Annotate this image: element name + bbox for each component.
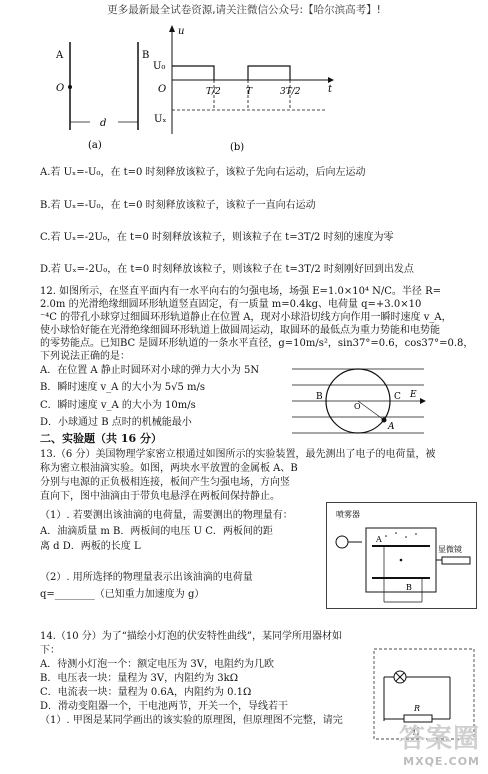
figure-13 [326,502,486,610]
option-11d: D.若 Uₓ=-2U₀，在 t=0 时刻释放该粒子，则该粒子在 t=3T/2 时刻刚好回到出发点 [40,264,414,275]
option-11b: B.若 Uₓ=-U₀，在 t=0 时刻释放该粒子，该粒子一直向右运动 [40,200,316,211]
watermark [399,718,480,768]
option-12a: A．在位置 A 静止时圆环对小球的弹力大小为 5N [40,365,260,376]
label-origin: O [158,84,167,95]
option-14d: D．滑动变阻器一个，干电池两节，开关一个，导线若干 [40,701,289,712]
page-header: 更多最新最全试卷资源,请关注微信公众号:【哈尔滨高考】! [107,4,381,16]
question-13-line-1: 13.（6 分）美国物理学家密立根通过如图所示的实验装置，最先测出了电子的电荷量，被 [40,449,436,460]
pulse-1 [172,66,214,80]
question-12-line-6: 下列说法正确的是： [40,351,130,362]
question-13-options-1: A．油滴质量 m B．两板间的电压 U C．两板间的距 [40,526,273,537]
question-12-line-3: ⁻⁴C 的带孔小球穿过细圆环形轨道静止在位置 A，现对小球沿切线方向作用一瞬时速度 v_A， [40,312,452,323]
label-b: B [316,392,323,402]
label-t-axis: t [328,84,333,95]
question-12-line-2: 2.0m 的光滑绝缘细圆环形轨道竖直固定，有一质量 m=0.4kg、电荷量 q=+3.0×10 [40,299,422,310]
option-11a: A.若 Uₓ=-U₀，在 t=0 时刻释放该粒子，该粒子先向右运动，后向左运动 [40,167,366,178]
label-b: B [142,50,150,61]
option-12d: D．小球通过 B 点时的机械能最小 [40,417,192,428]
label-ux: Uₓ [154,114,167,125]
question-14-line-1: 14.（10 分）为了“描绘小灯泡的伏安特性曲线”，某同学所用器材如 [40,631,343,642]
question-12-line-5: 的零势能点。已知BC 是圆环形轨道的一条水平直径，g=10m/s²，sin37°=0.6，cos37°=0.8， [40,338,474,349]
question-14-line-2: 下： [40,645,60,656]
label-plate-a: A [376,535,382,544]
pulse-2 [248,66,290,80]
option-14a: A．待测小灯泡一个：额定电压为 3V，电阻约为几欧 [40,659,274,670]
watermark-url: MXQE.COM [403,755,480,768]
question-14-part-1: （1）. 甲图是某同学画出的该实验的原理图，但原理图不完整，请完 [40,715,343,726]
microscope [442,557,470,564]
label-u: u [178,26,185,37]
question-13-line-2: 称为密立根油滴实验。如图，两块水平放置的金属板 A、B [40,463,298,474]
label-o: O [354,402,361,411]
point-o [68,85,72,89]
figure-a [50,22,160,152]
question-13-line-3: 分别与电源的正负极相连接，板间产生匀强电场，方向竖 [40,477,290,488]
figure-b [150,22,340,154]
figure-12 [290,363,430,438]
label-o: O [56,83,65,94]
section-experiment-title: 二、实验题（共 16 分） [40,432,162,445]
label-plate-b: B [406,583,412,592]
label-microscope: 显微镜 [438,545,462,554]
label-a: A [388,422,395,432]
label-a: A [56,50,64,61]
question-13-part-1: （1）. 若要测出该油滴的电荷量，需要测出的物理量有： [40,510,293,521]
label-r: R [414,704,421,713]
caption-a: (a) [88,140,102,151]
question-13-part-2: （2）. 用所选择的物理量表示出该油滴的电荷量 [40,572,253,583]
question-13-line-4: 直向下，图中油滴由于带负电悬浮在两板间保持静止。 [40,491,280,502]
option-14c: C．电流表一块：量程为 0.6A，内阻约为 0.1Ω [40,687,252,698]
label-u0: U₀ [153,61,166,72]
question-13-answer-blank: q=________（已知重力加速度为 g） [40,589,205,600]
tick-3t-half: 3T/2 [280,87,301,97]
question-12-line-4: 使小球恰好能在光滑绝缘细圆环形轨道上做圆周运动，取圆环的最低点为重力势能和电势能 [40,325,440,336]
sprayer-bulb [336,536,348,548]
option-12b: B．瞬时速度 v_A 的大小为 5√5 m/s [40,382,206,393]
watermark-text: 答案圈 [398,724,480,754]
tick-t-half: T/2 [206,87,221,97]
label-c: C [394,392,401,402]
label-e: E [410,390,417,400]
caption-b: (b) [230,142,245,153]
option-14b: B．电压表一块：量程为 3V，内阻约为 3kΩ [40,673,239,684]
option-12c: C．瞬时速度 v_A 的大小为 10m/s [40,400,196,411]
question-13-options-2: 离 d D．两板的长度 L [40,541,141,552]
tick-t: T [246,87,253,97]
oil-drop [400,559,403,562]
option-11c: C.若 Uₓ=-2U₀，在 t=0 时刻释放该粒子，则该粒子在 t=3T/2 时刻的速度为零 [40,232,394,243]
label-d: d [100,118,107,129]
label-sprayer: 喷雾器 [336,510,360,519]
question-12-line-1: 12. 如图所示，在竖直平面内有一水平向右的匀强电场，场强 E=1.0×10⁴ N/C。半径 R= [40,286,441,297]
